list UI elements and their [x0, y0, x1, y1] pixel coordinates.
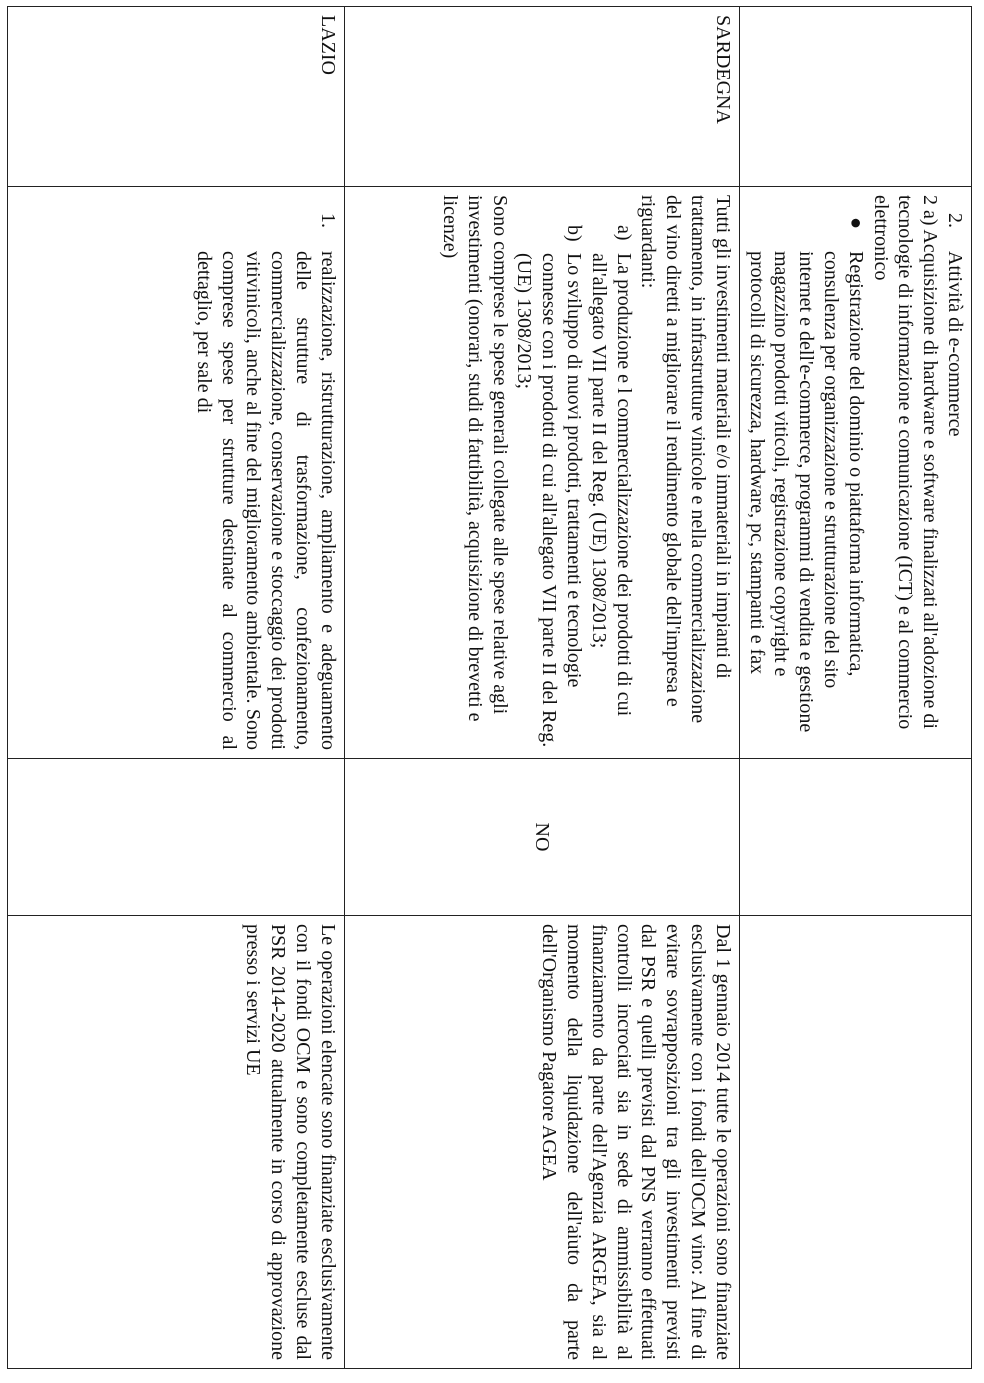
- sardegna-closing: Sono comprese le spese generali collegate alle spese relative agli investimenti (onorari, studi di fattibilità, acquisizione di brevetti e licenze): [439, 195, 511, 722]
- item-2a-text: 2 a) Acquisizione di hardware e software finalizzati all'adozione di tecnologie di informazione e comunicazione (ICT) e al commercio elettronico: [869, 195, 942, 730]
- description-cell-sardegna: [344, 187, 739, 759]
- description-cell-ecommerce: [739, 187, 971, 759]
- notes-text-sardegna: Dal 1 gennaio 2014 tutte le operazioni sono finanziate esclusivamente con i fondi dell'OCM vino: Al fine di evitare sovrapposizioni tra gli investimenti previsti dal PSR e quelli previsti dal PNS verranno effettuati controlli incrociati sia in sede di ammissibilità al finanziamento da parte dell'Agenzia ARGEA, sia al momento della liquidazione dell'aiuto da parte dell'Organismo Pagatore AGEA: [538, 924, 734, 1360]
- sardegna-list: [512, 195, 636, 750]
- table-row-sardegna: [344, 7, 739, 1369]
- bullet-item: [744, 217, 868, 750]
- item-2-number: 2.: [944, 213, 966, 228]
- sardegna-item-b: [512, 225, 586, 750]
- item-2: [942, 195, 967, 750]
- table-row-lazio: [7, 7, 344, 1369]
- flag-cell-sardegna: [344, 759, 739, 916]
- item-b-marker: b): [563, 225, 586, 242]
- item-b-text: Lo sviluppo di nuovi prodotti, trattamenti e tecnologie connesse con i prodotti di cui all'allegato VII parte II del Reg. (UE) 1308/2013;: [513, 253, 586, 748]
- sardegna-item-a: [586, 225, 636, 750]
- region-cell-sardegna: [344, 7, 739, 187]
- item-1-number: 1.: [316, 213, 339, 228]
- item-1-text: realizzazione, ristrutturazione, ampliamento e adeguamento delle strutture di trasformazione, confezionamento, commercializzazione, conservazione e stoccaggio dei prodotti vitivinicoli, anche al fine del miglioramento ambientale. Sono comprese spese per strutture destinate al commercio al dettaglio, per sale di: [192, 251, 339, 750]
- bullet-icon: ●: [844, 217, 867, 230]
- item-a-text: La produzione e l commercializzazione dei prodotti di cui all'allegato VII parte II del Reg. (UE) 1308/2013;: [587, 253, 635, 717]
- notes-text-lazio: Le operazioni elencate sono finanziate esclusivamente con il fondi OCM e sono completamente escluse dal PSR 2014-2020 attualmente in corso di approvazione presso i servizi UE: [242, 924, 339, 1360]
- region-label-sardegna: SARDEGNA: [711, 15, 734, 124]
- region-label-lazio: LAZIO: [316, 15, 339, 75]
- flag-cell-lazio: [7, 759, 344, 916]
- item-1: [191, 195, 340, 750]
- flag-cell-empty: [739, 759, 971, 916]
- region-cell-empty: [739, 7, 971, 187]
- flag-label-no: NO: [531, 822, 554, 852]
- item-a-marker: a): [612, 225, 635, 241]
- table-row-top: [739, 7, 971, 1369]
- description-cell-lazio: [7, 187, 344, 759]
- item-2-text: Attività di e-commerce: [944, 251, 966, 437]
- measures-table: [7, 6, 972, 1369]
- bullet-text: Registrazione del dominio o piattaforma informatica, consulenza per organizzazione e strutturazione del sito internet e dell'e-commerce, programmi di vendita e gestione magazzino prodotti viticoli, registrazione copyright e protocolli di sicurezza, hardware, pc, stampanti e fax: [745, 251, 867, 733]
- notes-cell-sardegna: [344, 916, 739, 1369]
- notes-cell-lazio: [7, 916, 344, 1369]
- region-cell-lazio: [7, 7, 344, 187]
- notes-cell-empty: [739, 916, 971, 1369]
- sardegna-intro: Tutti gli investimenti materiali e/o immateriali in impianti di trattamento, in infrastrutture vinicole e nella commercializzazione del vino diretti a migliorare il rendimento globale dell'impresa e riguardanti:: [637, 195, 734, 724]
- bullet-list: [744, 195, 868, 750]
